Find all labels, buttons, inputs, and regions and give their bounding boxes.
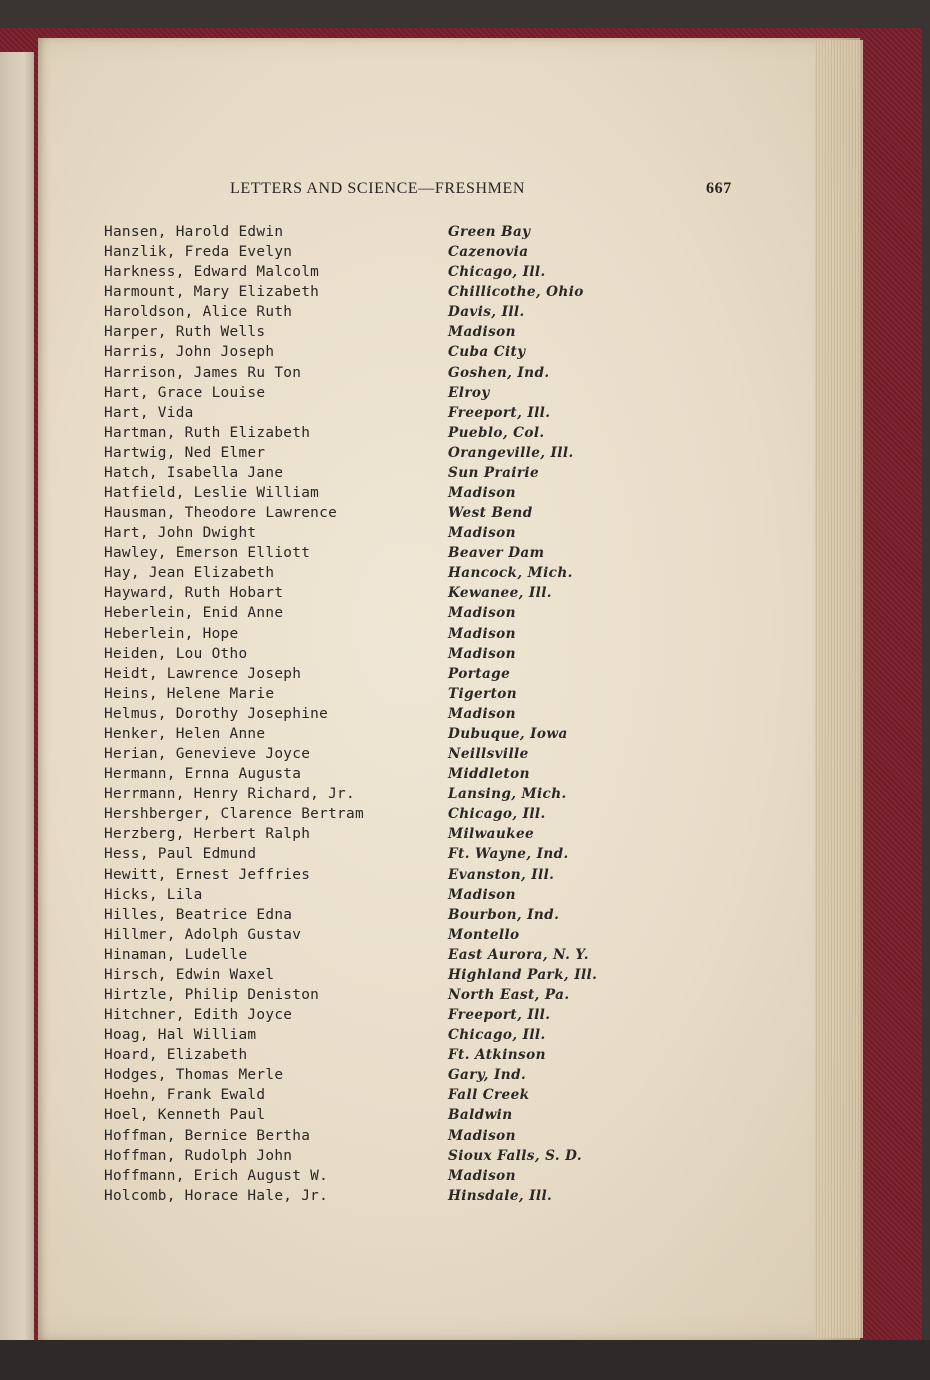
directory-entry — [100, 887, 660, 907]
student-name: Hirtzle, Philip Deniston — [104, 986, 320, 1003]
hometown: Milwaukee — [448, 826, 535, 843]
hometown: Neillsville — [448, 746, 529, 763]
directory-entry — [100, 505, 660, 525]
directory-entry — [100, 1107, 660, 1127]
directory-entry — [100, 264, 660, 284]
directory-entry — [100, 646, 660, 666]
directory-entry — [100, 626, 660, 646]
hometown: Madison — [448, 1127, 516, 1144]
student-name: Helmus, Dorothy Josephine — [104, 705, 329, 722]
hometown: Highland Park, Ill. — [448, 966, 598, 983]
student-name: Hawley, Emerson Elliott — [104, 545, 311, 562]
directory-entry — [100, 605, 660, 625]
student-name: Harmount, Mary Elizabeth — [104, 284, 320, 301]
directory-entry — [100, 545, 660, 565]
hometown: Baldwin — [448, 1107, 513, 1124]
student-name: Hodges, Thomas Merle — [104, 1067, 284, 1084]
hometown: Evanston, Ill. — [448, 866, 555, 883]
directory-entry — [100, 344, 660, 364]
student-name: Hart, Vida — [104, 404, 194, 421]
directory-entry — [100, 525, 660, 545]
student-name: Holcomb, Horace Hale, Jr. — [104, 1187, 329, 1204]
directory-entry — [100, 1087, 660, 1107]
student-name: Haroldson, Alice Ruth — [104, 304, 293, 321]
directory-entry — [100, 706, 660, 726]
student-name: Hillmer, Adolph Gustav — [104, 926, 302, 943]
directory-entry — [100, 947, 660, 967]
running-header-title: LETTERS AND SCIENCE—FRESHMEN — [230, 180, 526, 197]
student-name: Hoag, Hal William — [104, 1027, 257, 1044]
directory-entry — [100, 1067, 660, 1087]
hometown: Madison — [448, 645, 516, 662]
page-number: 667 — [706, 180, 732, 197]
directory-entry — [100, 244, 660, 264]
student-name: Hatch, Isabella Jane — [104, 464, 284, 481]
hometown: Lansing, Mich. — [448, 786, 567, 803]
directory-entry — [100, 927, 660, 947]
student-name: Hess, Paul Edmund — [104, 846, 257, 863]
student-name: Hilles, Beatrice Edna — [104, 906, 293, 923]
hometown: Cuba City — [448, 344, 526, 361]
hometown: Chicago, Ill. — [448, 264, 546, 281]
directory-entry — [100, 726, 660, 746]
student-name: Hay, Jean Elizabeth — [104, 565, 275, 582]
directory-entry — [100, 385, 660, 405]
hometown: Sun Prairie — [448, 464, 540, 481]
hometown: Madison — [448, 625, 516, 642]
hometown: Madison — [448, 705, 516, 722]
student-directory-list — [100, 224, 660, 1208]
hometown: Goshen, Ind. — [448, 364, 550, 381]
directory-entry — [100, 786, 660, 806]
directory-entry — [100, 1168, 660, 1188]
hometown: Beaver Dam — [448, 545, 545, 562]
directory-entry — [100, 465, 660, 485]
hometown: Chicago, Ill. — [448, 806, 546, 823]
directory-entry — [100, 686, 660, 706]
hometown: North East, Pa. — [448, 986, 570, 1003]
directory-entry — [100, 867, 660, 887]
hometown: Pueblo, Col. — [448, 424, 545, 441]
directory-entry — [100, 304, 660, 324]
directory-entry — [100, 585, 660, 605]
student-name: Herzberg, Herbert Ralph — [104, 826, 311, 843]
hometown: Hancock, Mich. — [448, 565, 573, 582]
directory-entry — [100, 284, 660, 304]
directory-entry — [100, 445, 660, 465]
hometown: Fall Creek — [448, 1087, 530, 1104]
student-name: Hermann, Ernna Augusta — [104, 766, 302, 783]
student-name: Hansen, Harold Edwin — [104, 224, 284, 240]
student-name: Hewitt, Ernest Jeffries — [104, 866, 311, 883]
student-name: Hoffman, Rudolph John — [104, 1147, 293, 1164]
background-surface — [0, 1340, 930, 1380]
hometown: Madison — [448, 886, 516, 903]
hometown: Madison — [448, 485, 516, 502]
directory-entry — [100, 405, 660, 425]
student-name: Hayward, Ruth Hobart — [104, 585, 284, 602]
directory-entry — [100, 1188, 660, 1208]
directory-entry — [100, 1007, 660, 1027]
running-header — [230, 180, 740, 200]
hometown: West Bend — [448, 505, 533, 522]
hometown: Gary, Ind. — [448, 1067, 527, 1084]
student-name: Hoel, Kenneth Paul — [104, 1107, 266, 1124]
student-name: Heberlein, Hope — [104, 625, 239, 642]
hometown: Tigerton — [448, 685, 518, 702]
student-name: Herrmann, Henry Richard, Jr. — [104, 786, 355, 803]
page-fore-edge — [815, 40, 863, 1338]
student-name: Harrison, James Ru Ton — [104, 364, 302, 381]
hometown: Middleton — [448, 766, 530, 783]
directory-entry — [100, 766, 660, 786]
hometown: Chicago, Ill. — [448, 1027, 546, 1044]
directory-entry — [100, 425, 660, 445]
hometown: Cazenovia — [448, 244, 529, 261]
directory-entry — [100, 846, 660, 866]
hometown: East Aurora, N. Y. — [448, 946, 589, 963]
hometown: Davis, Ill. — [448, 304, 525, 321]
student-name: Harper, Ruth Wells — [104, 324, 266, 341]
hometown: Montello — [448, 926, 520, 943]
student-name: Harris, John Joseph — [104, 344, 275, 361]
directory-entry — [100, 967, 660, 987]
directory-entry — [100, 365, 660, 385]
directory-entry — [100, 746, 660, 766]
directory-entry — [100, 324, 660, 344]
hometown: Dubuque, Iowa — [448, 725, 568, 742]
student-name: Hershberger, Clarence Bertram — [104, 806, 364, 823]
directory-entry — [100, 565, 660, 585]
directory-entry — [100, 666, 660, 686]
hometown: Freeport, Ill. — [448, 1007, 551, 1024]
student-name: Heiden, Lou Otho — [104, 645, 248, 662]
directory-entry — [100, 826, 660, 846]
hometown: Madison — [448, 525, 516, 542]
hometown: Ft. Atkinson — [448, 1047, 546, 1064]
student-name: Hoard, Elizabeth — [104, 1047, 248, 1064]
directory-entry — [100, 907, 660, 927]
hometown: Hinsdale, Ill. — [448, 1187, 553, 1204]
directory-entry — [100, 485, 660, 505]
student-name: Hartman, Ruth Elizabeth — [104, 424, 311, 441]
hometown: Ft. Wayne, Ind. — [448, 846, 569, 863]
hometown: Sioux Falls, S. D. — [448, 1147, 582, 1164]
student-name: Hicks, Lila — [104, 886, 203, 903]
previous-page-edge — [0, 52, 34, 1340]
hometown: Madison — [448, 324, 516, 341]
directory-entry — [100, 987, 660, 1007]
student-name: Heins, Helene Marie — [104, 685, 275, 702]
directory-entry — [100, 1128, 660, 1148]
hometown: Kewanee, Ill. — [448, 585, 552, 602]
student-name: Herian, Genevieve Joyce — [104, 746, 311, 763]
student-name: Heberlein, Enid Anne — [104, 605, 284, 622]
directory-entry — [100, 1027, 660, 1047]
directory-entry — [100, 224, 660, 244]
student-name: Hausman, Theodore Lawrence — [104, 505, 338, 522]
hometown: Freeport, Ill. — [448, 404, 551, 421]
student-name: Harkness, Edward Malcolm — [104, 264, 320, 281]
hometown: Portage — [448, 665, 511, 682]
student-name: Hartwig, Ned Elmer — [104, 444, 266, 461]
student-name: Hirsch, Edwin Waxel — [104, 966, 275, 983]
hometown: Orangeville, Ill. — [448, 444, 574, 461]
student-name: Henker, Helen Anne — [104, 725, 266, 742]
student-name: Hatfield, Leslie William — [104, 485, 320, 502]
hometown: Green Bay — [448, 224, 531, 240]
hometown: Bourbon, Ind. — [448, 906, 560, 923]
student-name: Hart, Grace Louise — [104, 384, 266, 401]
student-name: Hanzlik, Freda Evelyn — [104, 244, 293, 261]
student-name: Hoffmann, Erich August W. — [104, 1167, 329, 1184]
student-name: Hinaman, Ludelle — [104, 946, 248, 963]
hometown: Elroy — [448, 384, 490, 401]
hometown: Chillicothe, Ohio — [448, 284, 584, 301]
student-name: Hoehn, Frank Ewald — [104, 1087, 266, 1104]
student-name: Heidt, Lawrence Joseph — [104, 665, 302, 682]
directory-entry — [100, 806, 660, 826]
student-name: Hitchner, Edith Joyce — [104, 1007, 293, 1024]
student-name: Hart, John Dwight — [104, 525, 257, 542]
hometown: Madison — [448, 605, 516, 622]
directory-entry — [100, 1148, 660, 1168]
hometown: Madison — [448, 1167, 516, 1184]
student-name: Hoffman, Bernice Bertha — [104, 1127, 311, 1144]
directory-entry — [100, 1047, 660, 1067]
